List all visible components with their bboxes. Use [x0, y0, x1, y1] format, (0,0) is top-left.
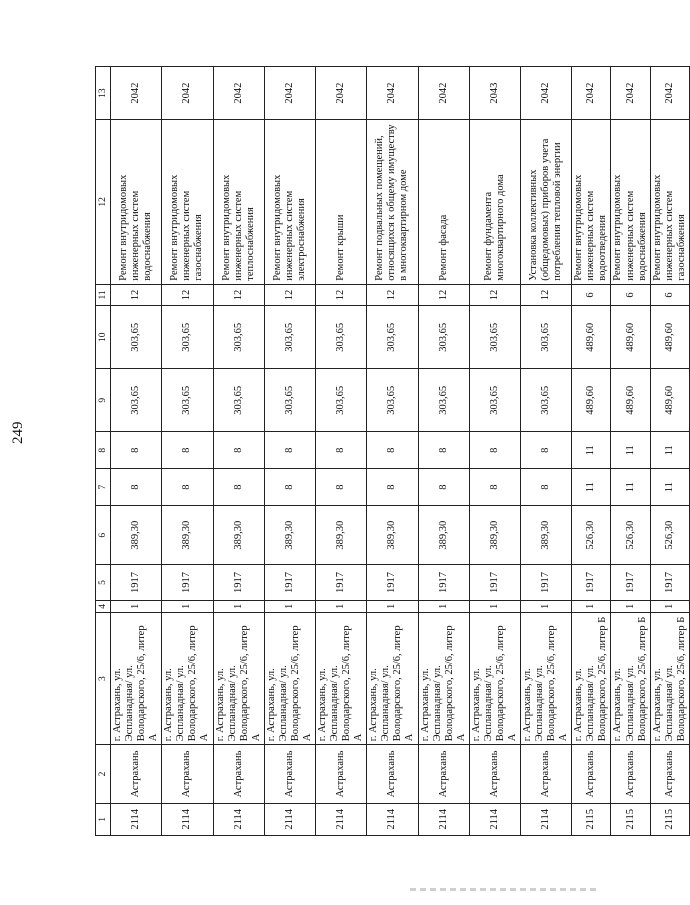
table-cell: 489,60	[572, 369, 611, 432]
table-cell: г. Астрахань, ул. Эспланадная/ ул. Володарского, 25/6, литер А	[521, 612, 572, 744]
table-cell: 303,65	[111, 306, 162, 369]
table-cell: 389,30	[213, 506, 264, 565]
table-row	[418, 67, 469, 836]
table-cell: 2042	[611, 67, 650, 120]
table-cell: Астрахань	[521, 745, 572, 803]
table-cell: 303,65	[418, 306, 469, 369]
table-cell: Астрахань	[213, 745, 264, 803]
table-cell: 1	[650, 600, 689, 612]
table-cell: 303,65	[521, 306, 572, 369]
table-row	[316, 67, 367, 836]
table-cell: Астрахань	[264, 745, 315, 803]
table-cell: 8	[367, 469, 418, 506]
table-cell: 2042	[111, 67, 162, 120]
table-cell: 12	[213, 284, 264, 306]
table-cell: 303,65	[111, 369, 162, 432]
table-cell: 8	[521, 432, 572, 469]
table-cell: Ремонт крыши	[316, 120, 367, 285]
table-cell: 303,65	[162, 306, 213, 369]
table-cell: 389,30	[264, 506, 315, 565]
table-cell: г. Астрахань, ул. Эспланадная/ ул. Володарского, 25/6, литер Б	[611, 612, 650, 744]
table-cell: 1	[316, 600, 367, 612]
table-cell: г. Астрахань, ул. Эспланадная/ ул. Володарского, 25/6, литер А	[264, 612, 315, 744]
table-cell: 2042	[650, 67, 689, 120]
table-cell: 8	[162, 432, 213, 469]
column-header: 11	[96, 284, 111, 306]
table-cell: 1917	[572, 565, 611, 600]
column-header: 2	[96, 745, 111, 803]
table-cell: 12	[316, 284, 367, 306]
table-cell: 8	[316, 432, 367, 469]
table-cell: 1	[264, 600, 315, 612]
table-cell: Астрахань	[572, 745, 611, 803]
table-cell: 389,30	[521, 506, 572, 565]
table-cell: г. Астрахань, ул. Эспланадная/ ул. Володарского, 25/6, литер А	[316, 612, 367, 744]
table-cell: 12	[111, 284, 162, 306]
table-cell: 1917	[162, 565, 213, 600]
table-row	[521, 67, 572, 836]
table-cell: 526,30	[611, 506, 650, 565]
table-row	[650, 67, 689, 836]
capital-repair-table	[95, 66, 690, 836]
table-cell: 1917	[418, 565, 469, 600]
column-header: 9	[96, 369, 111, 432]
table-cell: 303,65	[162, 369, 213, 432]
table-cell: 489,60	[650, 306, 689, 369]
table-cell: Астрахань	[367, 745, 418, 803]
table-cell: 303,65	[418, 369, 469, 432]
table-cell: Ремонт подвальных помещений, относящихся к общему имуществу в многоквартирном доме	[367, 120, 418, 285]
table-cell: г. Астрахань, ул. Эспланадная/ ул. Володарского, 25/6, литер А	[367, 612, 418, 744]
table-cell: 303,65	[213, 306, 264, 369]
table-cell: 8	[264, 469, 315, 506]
table-cell: 2114	[316, 803, 367, 835]
table-cell: 389,30	[111, 506, 162, 565]
table-row	[162, 67, 213, 836]
table-cell: 389,30	[469, 506, 520, 565]
table-cell: Ремонт внутридомовых инженерных систем электроснабжения	[264, 120, 315, 285]
table-cell: Установка коллективных (общедомовых) приборов учета потребления тепловой энергии	[521, 120, 572, 285]
table-cell: Астрахань	[111, 745, 162, 803]
table-cell: 2114	[111, 803, 162, 835]
table-cell: Ремонт внутридомовых инженерных систем водоотведения	[572, 120, 611, 285]
table-cell: 11	[611, 432, 650, 469]
table-cell: 1917	[521, 565, 572, 600]
table-cell: 2114	[264, 803, 315, 835]
table-cell: 489,60	[611, 306, 650, 369]
column-header: 6	[96, 506, 111, 565]
table-cell: 389,30	[418, 506, 469, 565]
table-cell: 1917	[316, 565, 367, 600]
table-cell: 12	[521, 284, 572, 306]
table-cell: г. Астрахань, ул. Эспланадная/ ул. Володарского, 25/6, литер А	[162, 612, 213, 744]
table-cell: 2042	[367, 67, 418, 120]
table-cell: 11	[572, 432, 611, 469]
table-cell: 8	[111, 469, 162, 506]
table-cell: 303,65	[264, 369, 315, 432]
table-cell: г. Астрахань, ул. Эспланадная/ ул. Володарского, 25/6, литер Б	[650, 612, 689, 744]
table-cell: 1	[213, 600, 264, 612]
table-cell: 2115	[572, 803, 611, 835]
table-cell: 389,30	[367, 506, 418, 565]
table-cell: 6	[650, 284, 689, 306]
table-body	[111, 67, 690, 836]
table-cell: 12	[469, 284, 520, 306]
table-cell: Ремонт фундамента многоквартирного дома	[469, 120, 520, 285]
table-cell: 303,65	[521, 369, 572, 432]
column-header: 7	[96, 469, 111, 506]
table-cell: 8	[213, 432, 264, 469]
column-header: 10	[96, 306, 111, 369]
table-row	[611, 67, 650, 836]
table-cell: 11	[650, 432, 689, 469]
table-cell: 303,65	[316, 306, 367, 369]
table-cell: Астрахань	[162, 745, 213, 803]
header-row	[96, 67, 111, 836]
table-cell: 303,65	[213, 369, 264, 432]
table-cell: 8	[367, 432, 418, 469]
table-cell: Астрахань	[469, 745, 520, 803]
table-cell: 1917	[367, 565, 418, 600]
table-cell: 2042	[316, 67, 367, 120]
table-cell: 8	[111, 432, 162, 469]
table-cell: 2042	[213, 67, 264, 120]
column-header: 3	[96, 612, 111, 744]
table-cell: 1917	[213, 565, 264, 600]
table-cell: г. Астрахань, ул. Эспланадная/ ул. Володарского, 25/6, литер А	[213, 612, 264, 744]
table-cell: 1917	[469, 565, 520, 600]
table-cell: 2042	[264, 67, 315, 120]
table-cell: 8	[162, 469, 213, 506]
table-cell: 389,30	[316, 506, 367, 565]
table-cell: 8	[418, 432, 469, 469]
table-cell: Ремонт внутридомовых инженерных систем водоснабжения	[111, 120, 162, 285]
table-cell: г. Астрахань, ул. Эспланадная/ ул. Володарского, 25/6, литер Б	[572, 612, 611, 744]
table-row	[367, 67, 418, 836]
table-cell: г. Астрахань, ул. Эспланадная/ ул. Володарского, 25/6, литер А	[418, 612, 469, 744]
table-cell: 2114	[418, 803, 469, 835]
table-cell: 1	[418, 600, 469, 612]
table-row	[572, 67, 611, 836]
table-cell: 2114	[367, 803, 418, 835]
table-cell: 303,65	[367, 306, 418, 369]
table-cell: 526,30	[572, 506, 611, 565]
table-cell: 303,65	[469, 306, 520, 369]
table-cell: 1	[572, 600, 611, 612]
column-header: 5	[96, 565, 111, 600]
table-cell: 1917	[111, 565, 162, 600]
column-header: 12	[96, 120, 111, 285]
table-cell: 303,65	[367, 369, 418, 432]
table-cell: 8	[418, 469, 469, 506]
table-cell: 12	[264, 284, 315, 306]
table-cell: 2042	[572, 67, 611, 120]
table-cell: Астрахань	[418, 745, 469, 803]
rotated-table-wrapper	[95, 66, 687, 836]
table-cell: 11	[572, 469, 611, 506]
table-cell: 6	[611, 284, 650, 306]
table-cell: 489,60	[611, 369, 650, 432]
table-cell: 2114	[213, 803, 264, 835]
table-cell: 2042	[418, 67, 469, 120]
table-cell: 1	[611, 600, 650, 612]
column-header: 13	[96, 67, 111, 120]
table-cell: 8	[213, 469, 264, 506]
table-cell: 1917	[264, 565, 315, 600]
page-number: 249	[10, 421, 26, 444]
table-cell: 12	[418, 284, 469, 306]
table-cell: 1	[469, 600, 520, 612]
table-cell: 2114	[469, 803, 520, 835]
table-cell: 8	[469, 469, 520, 506]
table-cell: 2114	[521, 803, 572, 835]
table-cell: 489,60	[572, 306, 611, 369]
table-cell: 1917	[611, 565, 650, 600]
table-cell: 8	[316, 469, 367, 506]
table-cell: 12	[367, 284, 418, 306]
table-row	[469, 67, 520, 836]
table-row	[213, 67, 264, 836]
table-cell: Ремонт внутридомовых инженерных систем газоснабжения	[162, 120, 213, 285]
table-cell: 2042	[521, 67, 572, 120]
table-cell: 8	[521, 469, 572, 506]
table-cell: Астрахань	[611, 745, 650, 803]
table-cell: Ремонт фасада	[418, 120, 469, 285]
table-cell: г. Астрахань, ул. Эспланадная/ ул. Володарского, 25/6, литер А	[111, 612, 162, 744]
table-cell: 1	[521, 600, 572, 612]
table-cell: Астрахань	[650, 745, 689, 803]
table-cell: 12	[162, 284, 213, 306]
table-cell: 11	[611, 469, 650, 506]
column-header: 1	[96, 803, 111, 835]
table-cell: 8	[264, 432, 315, 469]
table-cell: 1917	[650, 565, 689, 600]
table-cell: 489,60	[650, 369, 689, 432]
table-cell: 6	[572, 284, 611, 306]
table-cell: Ремонт внутридомовых инженерных систем газоснабжения	[650, 120, 689, 285]
table-cell: 526,30	[650, 506, 689, 565]
table-cell: 2115	[611, 803, 650, 835]
column-header: 4	[96, 600, 111, 612]
column-header: 8	[96, 432, 111, 469]
table-cell: Астрахань	[316, 745, 367, 803]
table-cell: 389,30	[162, 506, 213, 565]
table-cell: 1	[111, 600, 162, 612]
table-cell: 303,65	[469, 369, 520, 432]
table-cell: 2114	[162, 803, 213, 835]
table-cell: Ремонт внутридомовых инженерных систем водоснабжения	[611, 120, 650, 285]
table-cell: 2043	[469, 67, 520, 120]
table-cell: 303,65	[316, 369, 367, 432]
table-cell: 11	[650, 469, 689, 506]
table-row	[264, 67, 315, 836]
table-row	[111, 67, 162, 836]
table-cell: г. Астрахань, ул. Эспланадная/ ул. Володарского, 25/6, литер А	[469, 612, 520, 744]
scan-artifact	[410, 888, 600, 891]
table-cell: 1	[162, 600, 213, 612]
table-cell: 2042	[162, 67, 213, 120]
table-cell: 8	[469, 432, 520, 469]
table-cell: 1	[367, 600, 418, 612]
table-cell: 303,65	[264, 306, 315, 369]
table-cell: 2115	[650, 803, 689, 835]
table-cell: Ремонт внутридомовых инженерных систем теплоснабжения	[213, 120, 264, 285]
